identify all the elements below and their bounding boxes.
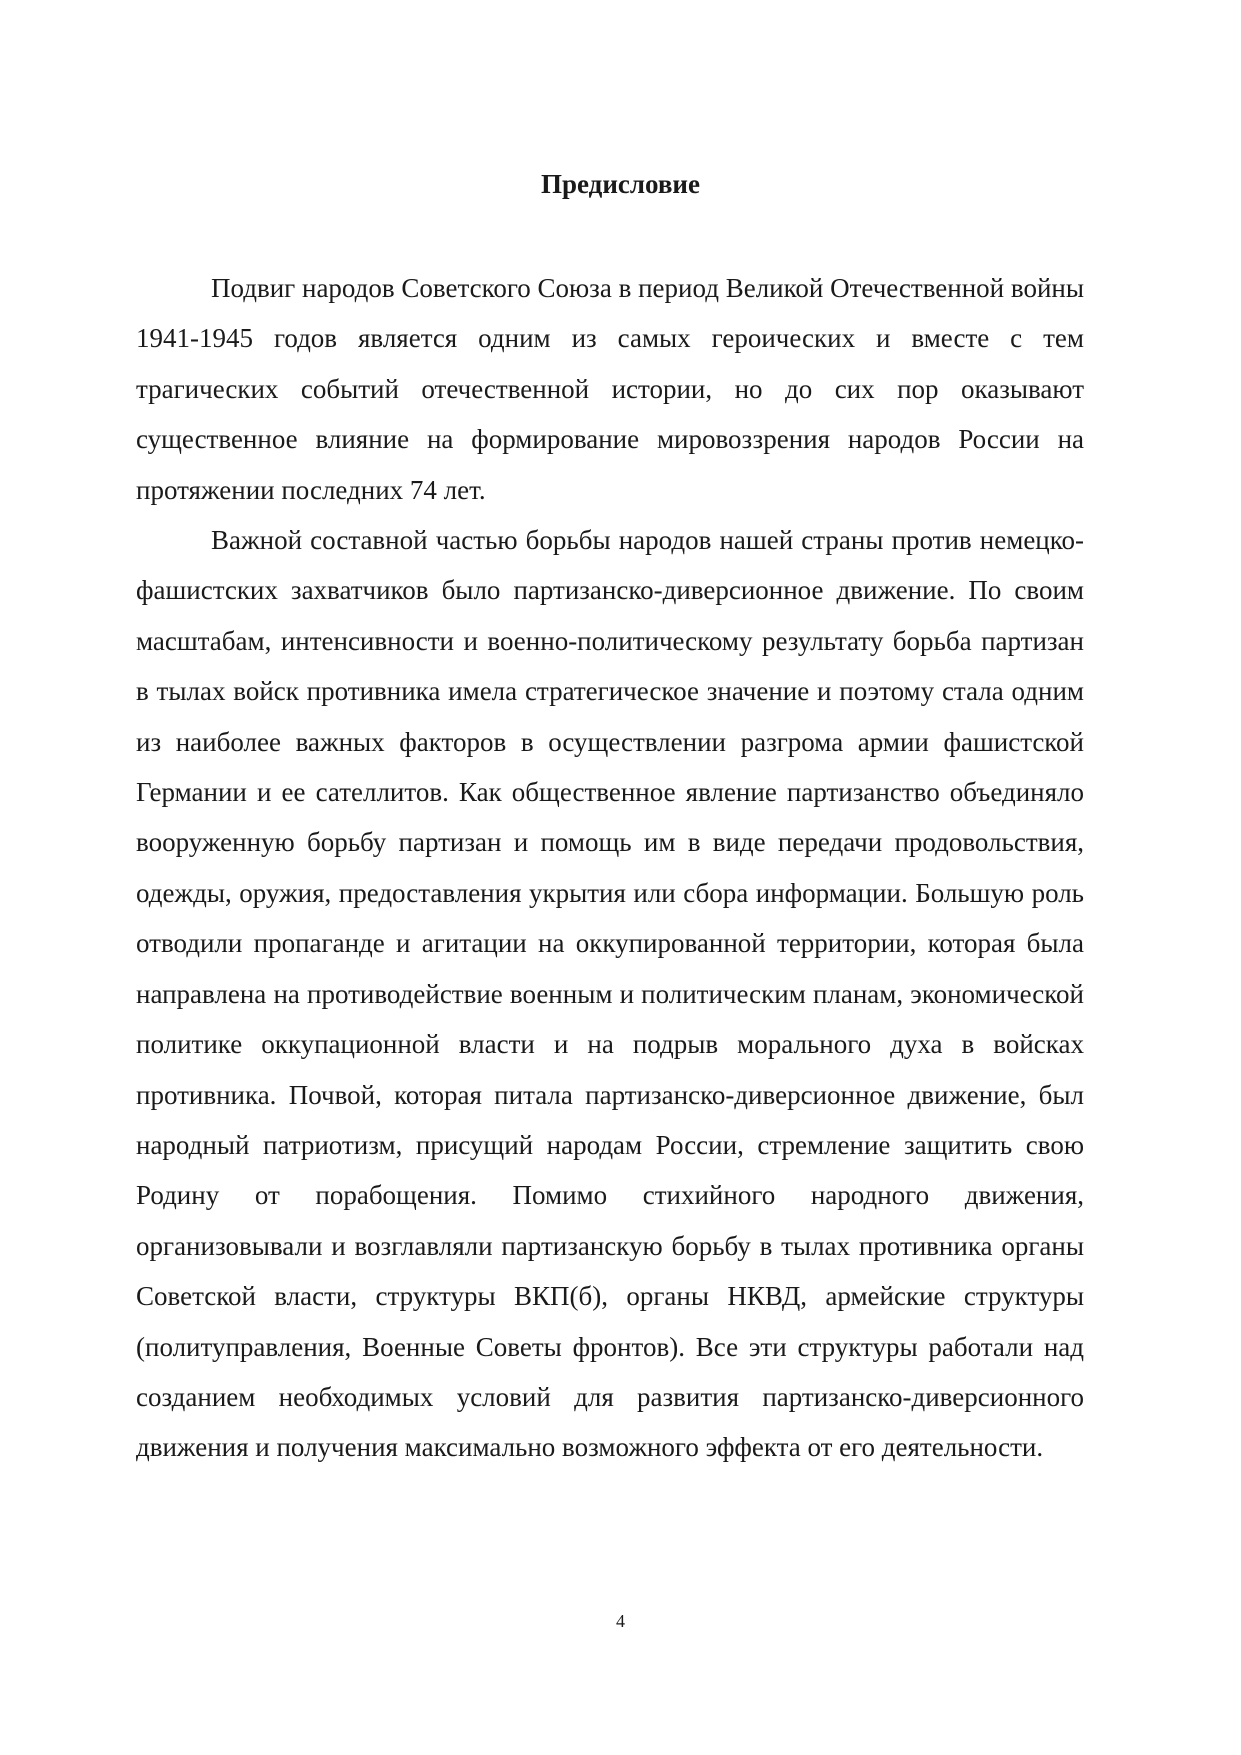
body-text bbox=[136, 263, 1084, 1473]
page-number: 4 bbox=[616, 1611, 625, 1631]
paragraph-2: Важной составной частью борьбы народов нашей страны против немецко-фашистских захватчиков было партизанско-диверсионное движение. По своим масштабам, интенсивности и военно-политическому результату борьба партизан в тылах войск противника имела стратегическое значение и поэтому стала одним из наиболее важных факторов в осуществлении разгрома армии фашистской Германии и ее сателлитов. Как общественное явление партизанство объединяло вооруженную борьбу партизан и помощь им в виде передачи продовольствия, одежды, оружия, предоставления укрытия или сбора информации. Большую роль отводили пропаганде и агитации на оккупированной территории, которая была направлена на противодействие военным и политическим планам, экономической политике оккупационной власти и на подрыв морального духа в войсках противника. Почвой, которая питала партизанско-диверсионное движение, был народный патриотизм, присущий народам России, стремление защитить свою Родину от порабощения. Помимо стихийного народного движения, организовывали и возглавляли партизанскую борьбу в тылах противника органы Советской власти, структуры ВКП(б), органы НКВД, армейские структуры (политуправления, Военные Советы фронтов). Все эти структуры работали над созданием необходимых условий для развития партизанско-диверсионного движения и получения максимально возможного эффекта от его деятельности. bbox=[136, 525, 1084, 1463]
paragraph-1: Подвиг народов Советского Союза в период Великой Отечественной войны 1941-1945 годов является одним из самых героических и вместе с тем трагических событий отечественной истории, но до сих пор оказывают существенное влияние на формирование мировоззрения народов России на протяжении последних 74 лет. bbox=[136, 273, 1084, 505]
page-title: Предисловие bbox=[541, 169, 700, 199]
